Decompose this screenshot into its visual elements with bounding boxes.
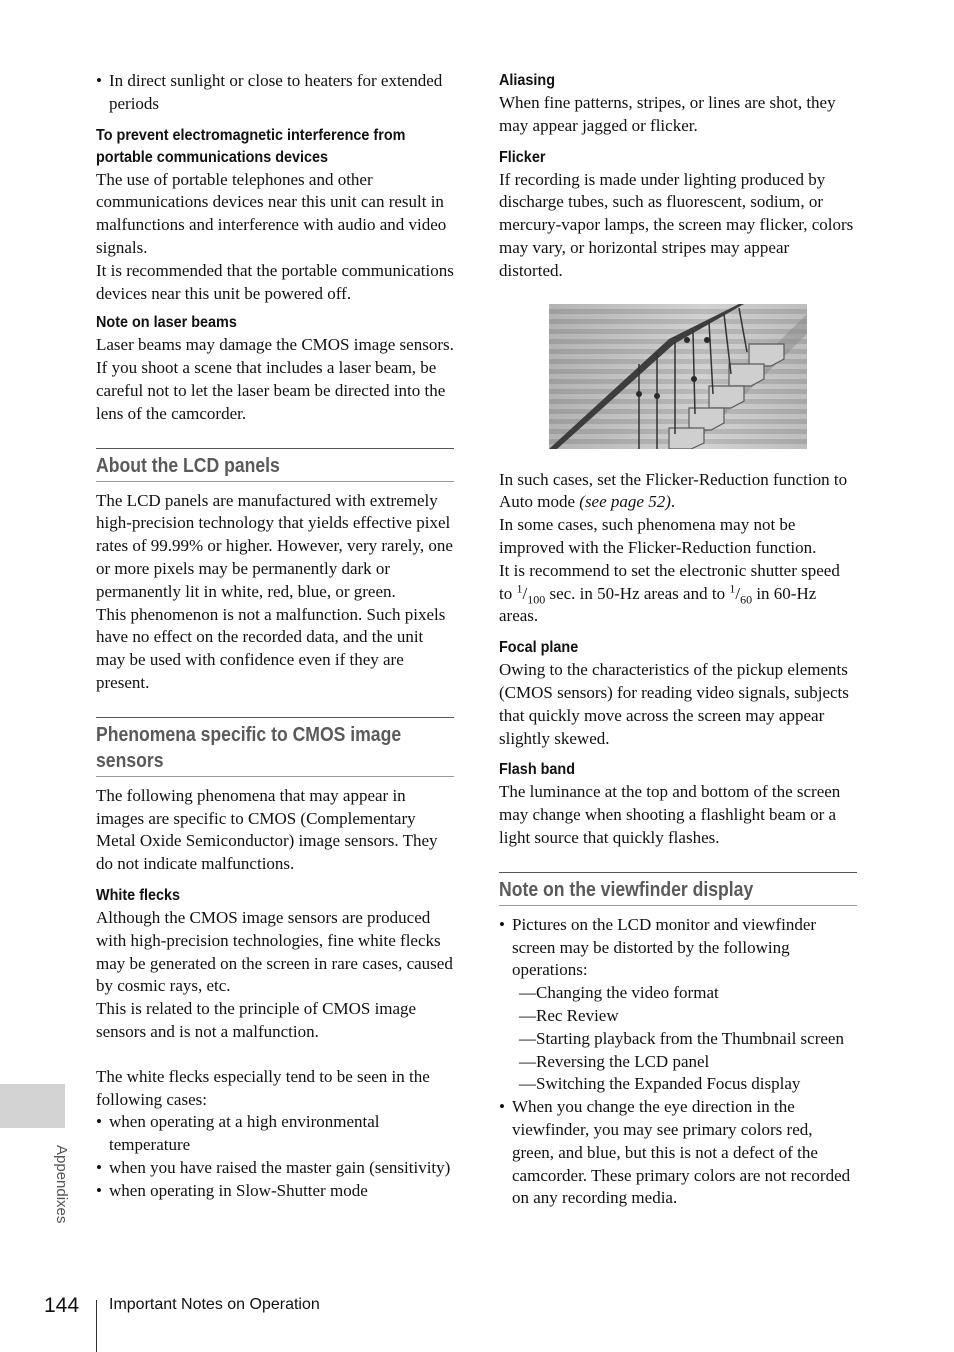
left-column (96, 70, 454, 1202)
section-tab-label: Appendixes (53, 1145, 70, 1224)
list-item: • In direct sunlight or close to heaters for extended periods (96, 70, 454, 116)
lcd-section-heading: About the LCD panels (96, 448, 454, 482)
intro-list (96, 70, 454, 116)
list-item: • When you change the eye direction in the viewfinder, you may see primary colors red, green, and blue, but this is not a defect of the camcorder. These primary colors are not recorded on any recording media. (499, 1096, 857, 1210)
laser-heading: Note on laser beams (96, 314, 237, 332)
dash-item: —Switching the Expanded Focus display (519, 1074, 801, 1094)
cmos-paragraph: The following phenomena that may appear in images are specific to CMOS (Complementary Metal Oxide Semiconductor) image sensors. They do not indicate malfunctions. (96, 785, 438, 874)
page-number: 144 (44, 1294, 80, 1317)
footer-divider (96, 1300, 97, 1352)
viewfinder-section-heading: Note on the viewfinder display (499, 872, 857, 906)
lcd-paragraph-1: The LCD panels are manufactured with extremely high-precision technology that yields effective pixel rates of 99.99% or higher. However, very rarely, one or more pixels may be permanently dark or permanently lit in white, red, blue, or green. (96, 490, 453, 601)
flicker-paragraph-4: It is recommend to set the electronic shutter speed to $^1/_{100}$ sec. in 50-Hz areas and to $^1/_{60}$ in 60-Hz areas. (499, 560, 840, 626)
dash-item: —Rec Review (519, 1005, 619, 1025)
flash-band-heading: Flash band (499, 761, 576, 779)
flicker-paragraph-2: In such cases, set the Flicker-Reduction function to Auto mode (see page 52). (499, 469, 848, 512)
emi-paragraph-1: The use of portable telephones and other communications devices near this unit can result in malfunctions and interference with audio and video signals. (96, 169, 447, 257)
staircase-photo (549, 304, 807, 449)
focal-plane-paragraph: Owing to the characteristics of the pickup elements (CMOS sensors) for reading video signals, subjects that quickly move across the screen may appear slightly skewed. (499, 660, 849, 748)
dash-item: —Reversing the LCD panel (519, 1051, 710, 1071)
white-flecks-paragraph-1: Although the CMOS image sensors are produced with high-precision technologies, fine white flecks may be generated on the screen in rare cases, caused by cosmic rays, etc. (96, 907, 453, 996)
list-item: • when you have raised the master gain (sensitivity) (96, 1157, 454, 1180)
flicker-paragraph-3: In some cases, such phenomena may not be improved with the Flicker-Reduction function. (499, 515, 817, 557)
laser-paragraph: Laser beams may damage the CMOS image sensors. If you shoot a scene that includes a laser beam, be careful not to let the laser beam be directed into the lens of the camcorder. (96, 335, 454, 423)
white-flecks-paragraph-2: This is related to the principle of CMOS image sensors and is not a malfunction. (96, 999, 417, 1041)
white-flecks-heading: White flecks (96, 886, 181, 904)
list-item: • when operating at a high environmental temperature (96, 1111, 454, 1157)
viewfinder-list (499, 914, 857, 1210)
cmos-section-heading: Phenomena specific to CMOS image sensors (96, 717, 454, 777)
dash-item: —Starting playback from the Thumbnail screen (519, 1028, 844, 1048)
emi-heading: To prevent electromagnetic interference from portable communications devices (96, 126, 406, 166)
footer-title: Important Notes on Operation (109, 1296, 320, 1313)
page-reference: (see page 52) (579, 492, 671, 512)
white-flecks-list (96, 1111, 454, 1202)
emi-paragraph-2: It is recommended that the portable communications devices near this unit be powered off. (96, 260, 454, 303)
dash-item: —Changing the video format (519, 983, 719, 1003)
aliasing-heading: Aliasing (499, 72, 556, 89)
white-flecks-paragraph-3: The white flecks especially tend to be seen in the following cases: (96, 1066, 430, 1109)
section-tab (0, 1084, 65, 1128)
dash-list (512, 982, 857, 1096)
flash-band-paragraph: The luminance at the top and bottom of the screen may change when shooting a flashlight beam or a light source that quickly flashes. (499, 782, 841, 847)
right-column (499, 70, 857, 1210)
focal-plane-heading: Focal plane (499, 639, 579, 657)
aliasing-paragraph: When fine patterns, stripes, or lines are shot, they may appear jagged or flicker. (499, 93, 836, 135)
flicker-heading: Flicker (499, 148, 546, 166)
lcd-paragraph-2: This phenomenon is not a malfunction. Such pixels have no effect on the recorded data, and the unit may be used with confidence even if they are present. (96, 604, 446, 692)
list-item: • when operating in Slow-Shutter mode (96, 1180, 454, 1203)
list-item: • Pictures on the LCD monitor and viewfinder screen may be distorted by the following operations: —Changing the video format —Rec Review —Starting playback from the Thumbnail screen —Reversing the LCD panel —Switching the Expanded Focus display (499, 914, 857, 1096)
flicker-paragraph-1: If recording is made under lighting produced by discharge tubes, such as fluorescent, sodium, or mercury-vapor lamps, the screen may flicker, colors may vary, or horizontal stripes may appear distorted. (499, 169, 854, 280)
